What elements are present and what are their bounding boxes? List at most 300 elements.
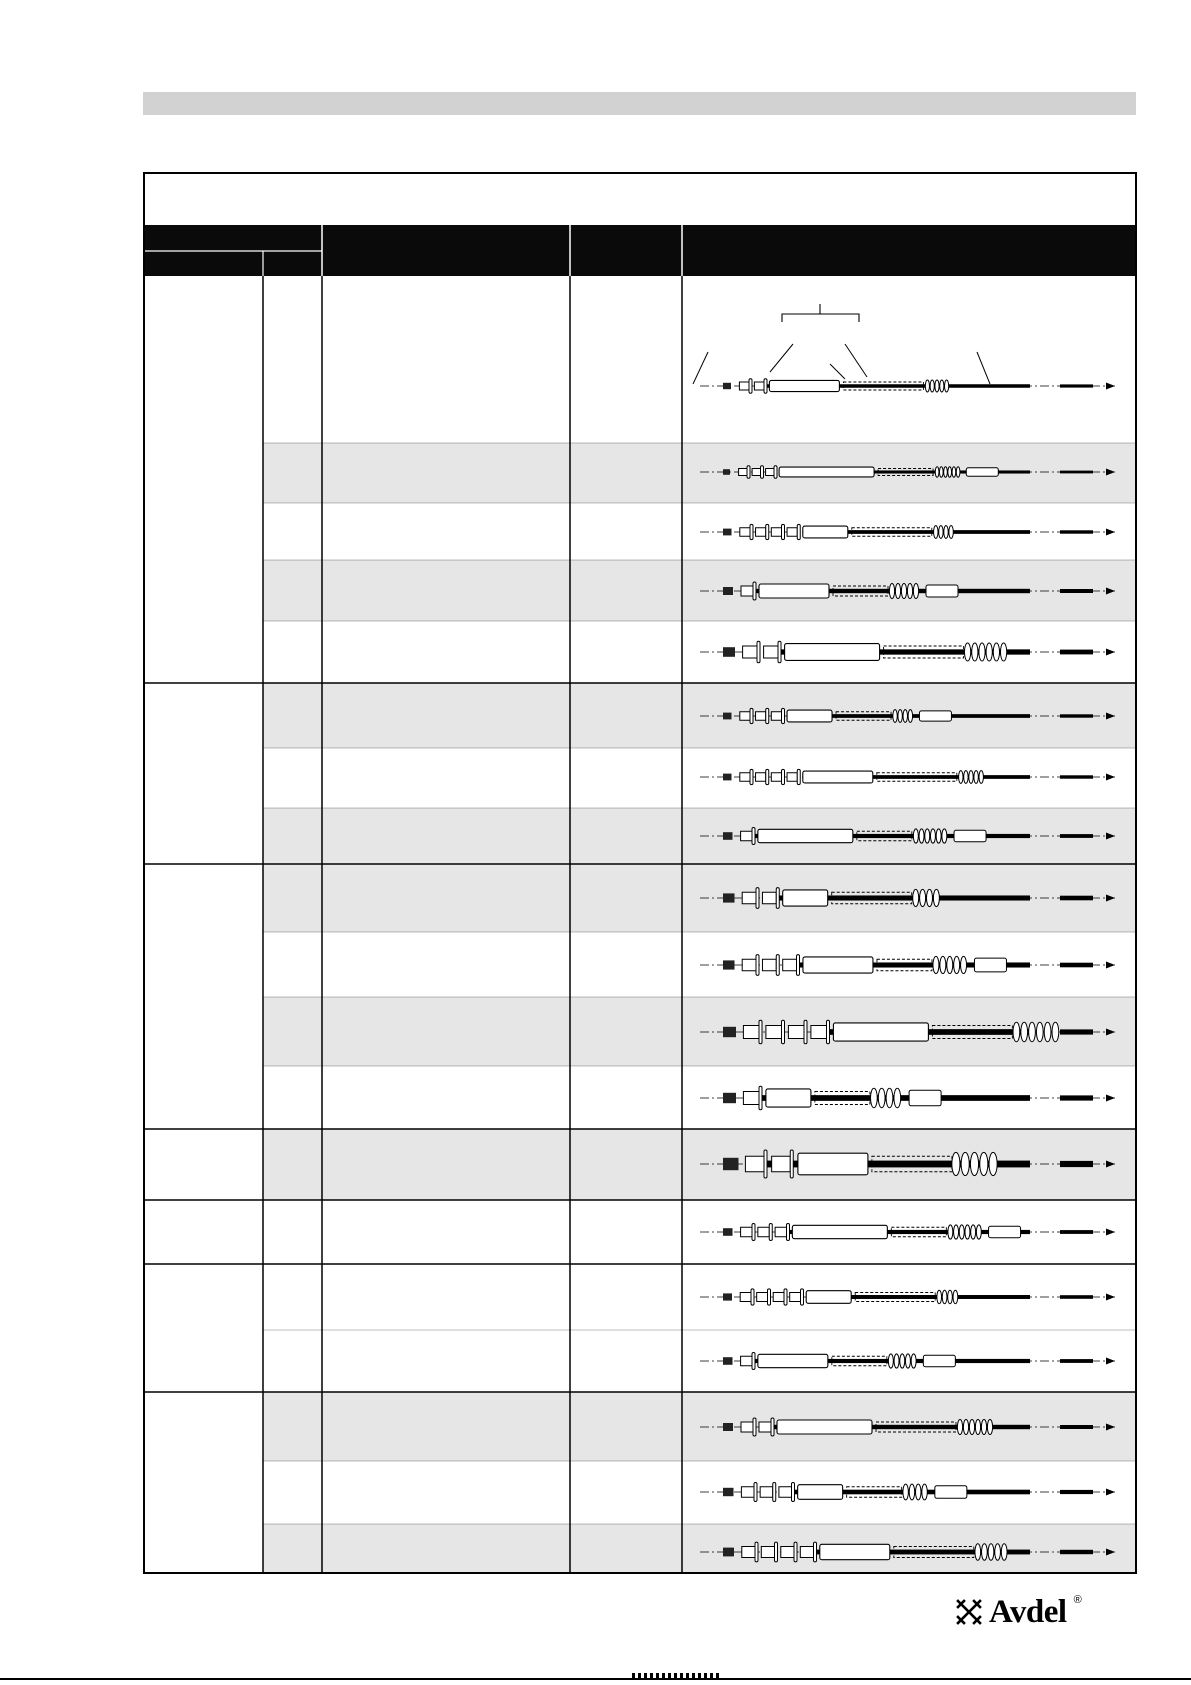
sleeve-segment xyxy=(790,1293,801,1302)
rivet-drawing xyxy=(700,641,1115,663)
flange xyxy=(768,1289,771,1305)
coil-loop xyxy=(979,643,985,661)
nose-tip xyxy=(723,587,733,595)
flange xyxy=(782,1020,785,1043)
flange xyxy=(752,827,755,844)
rivet-drawing xyxy=(700,1086,1115,1109)
rivet-body xyxy=(833,1023,928,1041)
coil-loop xyxy=(905,1354,910,1368)
flange xyxy=(797,955,800,976)
coil-loop xyxy=(925,380,929,392)
coil-loop xyxy=(957,1420,962,1435)
coil-loop xyxy=(898,710,902,723)
coil-loop xyxy=(954,1225,959,1239)
sleeve-segment xyxy=(741,831,752,841)
sleeve-segment xyxy=(787,773,797,782)
coil-loop xyxy=(889,584,894,599)
coil-loop xyxy=(935,380,939,392)
rivet-body xyxy=(779,467,874,477)
flange xyxy=(752,1352,755,1369)
coil-loop xyxy=(878,1088,885,1108)
sleeve-segment xyxy=(764,646,778,658)
leader-line xyxy=(693,352,708,384)
coil-loop xyxy=(1044,1022,1051,1042)
mandrel-tail xyxy=(1060,963,1093,968)
nose-tip xyxy=(723,1488,734,1496)
coil-loop xyxy=(922,1484,927,1500)
flange xyxy=(827,1020,830,1043)
coil-loop xyxy=(936,829,941,843)
coil-loop xyxy=(1001,1544,1007,1561)
coil-spring xyxy=(952,1152,997,1175)
coil-loop xyxy=(980,1152,988,1175)
mandrel-tail xyxy=(1060,1550,1093,1554)
nose-tip xyxy=(723,1158,739,1170)
sleeve-segment xyxy=(740,1293,751,1302)
sleeve-segment xyxy=(740,773,750,782)
sleeve-segment xyxy=(754,382,764,390)
coil-loop xyxy=(981,1420,986,1435)
nose-tip xyxy=(723,1548,734,1557)
sleeve-segment xyxy=(741,1422,753,1432)
flange xyxy=(753,582,756,600)
tail-collar xyxy=(923,1355,955,1366)
flange xyxy=(750,524,753,539)
sleeve-segment xyxy=(740,712,750,721)
mandrel-tail xyxy=(1060,530,1093,533)
mandrel-tail xyxy=(1060,650,1093,655)
coil-loop xyxy=(969,771,973,784)
coil-loop xyxy=(944,467,948,478)
coil-loop xyxy=(964,643,970,661)
sleeve-segment xyxy=(743,1092,759,1105)
coil-loop xyxy=(945,380,949,392)
sleeve-segment xyxy=(762,892,776,904)
coil-loop xyxy=(935,467,939,478)
coil-loop xyxy=(916,1484,921,1500)
coil-loop xyxy=(871,1088,878,1108)
coil-loop xyxy=(940,956,946,973)
flange xyxy=(797,769,800,784)
flange xyxy=(804,1020,807,1043)
coil-spring xyxy=(964,643,1006,661)
sleeve-segment xyxy=(739,469,747,476)
sleeve-segment xyxy=(741,1487,754,1498)
bracket-callout xyxy=(782,314,859,322)
coil-loop xyxy=(1036,1022,1043,1042)
coil-loop xyxy=(982,1544,988,1561)
rivet-body xyxy=(785,644,880,661)
sleeve-segment xyxy=(783,959,797,971)
rivet-body xyxy=(787,710,832,722)
flange xyxy=(794,1542,797,1562)
nose-tip xyxy=(723,1293,732,1300)
rivet-body xyxy=(783,890,828,906)
sleeve-segment xyxy=(775,1227,786,1237)
mandrel-tail xyxy=(1060,384,1093,387)
mandrel-tail xyxy=(1060,1095,1093,1100)
coil-loop xyxy=(894,1088,901,1108)
coil-loop xyxy=(1013,1022,1020,1042)
coil-loop xyxy=(961,1152,969,1175)
rivet-body xyxy=(769,380,839,391)
flange xyxy=(775,1542,778,1562)
direction-arrow xyxy=(1106,1294,1115,1301)
nose-tip xyxy=(723,1423,733,1431)
nose-tip xyxy=(723,1093,736,1103)
coil-loop xyxy=(942,829,947,843)
flange xyxy=(771,1418,774,1436)
coil-loop xyxy=(963,1420,968,1435)
coil-spring xyxy=(933,956,967,973)
coil-loop xyxy=(1000,643,1006,661)
flange xyxy=(773,1483,776,1502)
rivet-body xyxy=(758,1354,828,1367)
coil-loop xyxy=(988,1544,994,1561)
coil-loop xyxy=(933,889,939,906)
rivet-body xyxy=(777,1420,872,1434)
coil-loop xyxy=(919,829,924,843)
sleeve-segment xyxy=(742,1547,755,1558)
coil-loop xyxy=(934,526,938,539)
rivet-body xyxy=(766,1089,811,1107)
flange xyxy=(784,1289,787,1305)
rivet-drawing xyxy=(700,1352,1115,1369)
sleeve-segment xyxy=(741,1227,752,1237)
coil-loop xyxy=(956,467,960,478)
coil-loop xyxy=(970,1152,978,1175)
rivet-body xyxy=(803,771,873,783)
coil-spring xyxy=(948,1225,981,1239)
section-header-band xyxy=(143,92,1136,115)
coil-loop xyxy=(939,526,943,539)
coil-loop xyxy=(971,1225,976,1239)
coil-loop xyxy=(961,956,967,973)
sleeve-segment xyxy=(759,1422,771,1432)
first-drawing-callouts xyxy=(693,304,990,384)
mandrel-tail xyxy=(1060,775,1093,778)
table-drawing xyxy=(145,174,1137,1574)
mandrel-tail xyxy=(1060,471,1093,474)
sleeve-segment xyxy=(781,1547,794,1558)
flange xyxy=(776,955,779,976)
rivet-drawing xyxy=(700,379,1115,393)
flange xyxy=(756,955,759,976)
nose-tip xyxy=(723,647,735,657)
part-drawings xyxy=(700,379,1115,1562)
direction-arrow xyxy=(1106,529,1115,536)
nose-tip xyxy=(723,960,735,969)
direction-arrow xyxy=(1106,383,1115,390)
coil-loop xyxy=(987,1420,992,1435)
rivet-body xyxy=(806,1291,851,1304)
rivet-drawing xyxy=(700,1289,1115,1305)
flange xyxy=(749,379,752,393)
nose-tip xyxy=(723,713,732,720)
coil-loop xyxy=(903,1484,908,1500)
coil-loop xyxy=(927,889,933,906)
sleeve-segment xyxy=(757,1293,768,1302)
coil-spring xyxy=(975,1544,1007,1561)
tail-collar xyxy=(909,1090,941,1106)
rivet-body xyxy=(798,1153,868,1175)
flange xyxy=(759,1086,762,1109)
sleeve-segment xyxy=(739,382,749,390)
sleeve-segment xyxy=(758,1227,769,1237)
coil-loop xyxy=(937,1290,942,1304)
flange xyxy=(757,641,760,663)
nose-tip xyxy=(723,1357,733,1365)
coil-loop xyxy=(930,380,934,392)
tail-collar xyxy=(974,958,1006,972)
coil-loop xyxy=(952,1152,960,1175)
coil-loop xyxy=(964,771,968,784)
coil-loop xyxy=(952,467,956,478)
flange xyxy=(747,466,750,479)
coil-loop xyxy=(965,1225,970,1239)
tail-collar xyxy=(989,1226,1021,1237)
flange xyxy=(753,1418,756,1436)
mandrel-tail xyxy=(1060,589,1093,593)
rivet-drawing xyxy=(700,1223,1115,1240)
flange xyxy=(797,524,800,539)
sleeve-segment xyxy=(787,528,797,537)
coil-loop xyxy=(907,584,912,599)
sleeve-segment xyxy=(756,528,766,537)
nose-tip xyxy=(723,383,731,389)
coil-loop xyxy=(975,1420,980,1435)
coil-loop xyxy=(1029,1022,1036,1042)
registered-mark: ® xyxy=(1073,1594,1082,1606)
sleeve-segment xyxy=(756,712,766,721)
flange xyxy=(754,1483,757,1502)
coil-loop xyxy=(989,1152,997,1175)
flange xyxy=(814,1542,817,1562)
flange xyxy=(759,1020,762,1043)
sleeve-segment xyxy=(740,528,750,537)
coil-spring xyxy=(889,584,918,599)
rivet-body xyxy=(803,957,873,973)
rivet-body xyxy=(803,526,848,538)
flange xyxy=(792,1483,795,1502)
coil-loop xyxy=(888,1354,893,1368)
nose-tip xyxy=(723,774,732,781)
direction-arrow xyxy=(1106,1095,1115,1102)
sleeve-segment xyxy=(741,1356,752,1366)
flange xyxy=(769,1223,772,1240)
flange xyxy=(782,769,785,784)
coil-loop xyxy=(886,1088,893,1108)
flange xyxy=(782,708,785,723)
rivet-body xyxy=(758,829,853,842)
coil-loop xyxy=(974,771,978,784)
coil-loop xyxy=(986,643,992,661)
page-bottom-rule xyxy=(0,1678,1191,1680)
mandrel-tail xyxy=(1060,1295,1093,1299)
sleeve-segment xyxy=(742,959,756,971)
coil-loop xyxy=(900,1354,905,1368)
tail-collar xyxy=(935,1486,967,1499)
flange xyxy=(766,769,769,784)
coil-loop xyxy=(895,584,900,599)
coil-loop xyxy=(979,771,983,784)
coil-loop xyxy=(925,829,930,843)
coil-loop xyxy=(944,526,948,539)
sleeve-segment xyxy=(771,773,781,782)
tail-collar xyxy=(954,830,986,841)
direction-arrow xyxy=(1106,1229,1115,1236)
coil-loop xyxy=(1052,1022,1059,1042)
brand-name: Avdel xyxy=(989,1593,1067,1630)
flange xyxy=(761,466,764,479)
sleeve-segment xyxy=(743,646,757,658)
sleeve-segment xyxy=(741,586,753,596)
sleeve-segment xyxy=(788,1026,804,1039)
flange xyxy=(750,708,753,723)
coil-loop xyxy=(920,889,926,906)
sleeve-segment xyxy=(800,1547,813,1558)
sleeve-segment xyxy=(743,1026,759,1039)
sleeve-segment xyxy=(760,1487,773,1498)
coil-loop xyxy=(972,643,978,661)
coil-loop xyxy=(947,956,953,973)
mandrel-tail xyxy=(1060,834,1093,838)
coil-loop xyxy=(949,526,953,539)
leader-line xyxy=(977,352,990,384)
coil-spring xyxy=(903,1484,927,1500)
coil-spring xyxy=(888,1354,916,1368)
direction-arrow xyxy=(1106,962,1115,969)
coil-loop xyxy=(933,956,939,973)
nose-tip xyxy=(723,469,730,475)
rivet-body xyxy=(792,1225,887,1238)
sleeve-segment xyxy=(752,469,760,476)
rivet-specification-table xyxy=(143,172,1137,1574)
coil-loop xyxy=(954,956,960,973)
direction-arrow xyxy=(1106,774,1115,781)
coil-loop xyxy=(976,1225,981,1239)
flange xyxy=(752,1223,755,1240)
coil-loop xyxy=(953,1290,958,1304)
coil-loop xyxy=(911,1354,916,1368)
sleeve-segment xyxy=(742,892,756,904)
mandrel-tail xyxy=(1060,1425,1093,1429)
direction-arrow xyxy=(1106,1489,1115,1496)
sleeve-segment xyxy=(766,469,774,476)
coil-loop xyxy=(903,710,907,723)
sleeve-segment xyxy=(772,1156,791,1172)
avdel-x-logo-icon xyxy=(956,1599,982,1625)
flange xyxy=(756,888,759,909)
sleeve-segment xyxy=(761,1547,774,1558)
coil-loop xyxy=(993,643,999,661)
coil-loop xyxy=(942,1290,947,1304)
rivet-body xyxy=(759,584,829,598)
direction-arrow xyxy=(1106,649,1115,656)
coil-loop xyxy=(894,1354,899,1368)
tail-collar xyxy=(966,468,998,476)
sleeve-segment xyxy=(771,528,781,537)
sleeve-segment xyxy=(756,773,766,782)
coil-loop xyxy=(948,467,952,478)
coil-loop xyxy=(909,1484,914,1500)
mandrel-tail xyxy=(1060,896,1093,901)
tail-collar xyxy=(926,585,958,597)
sleeve-segment xyxy=(771,712,781,721)
sleeve-segment xyxy=(811,1026,827,1039)
flange xyxy=(750,769,753,784)
flange xyxy=(782,524,785,539)
mandrel-tail xyxy=(1060,1029,1093,1034)
coil-loop xyxy=(901,584,906,599)
sleeve-segment xyxy=(762,959,776,971)
tail-collar xyxy=(919,711,951,721)
coil-loop xyxy=(995,1544,1001,1561)
flange xyxy=(774,466,777,479)
flange xyxy=(755,1542,758,1562)
coil-loop xyxy=(948,1225,953,1239)
rivet-drawing xyxy=(700,524,1115,539)
coil-loop xyxy=(975,1544,981,1561)
flange xyxy=(764,379,767,393)
flange xyxy=(776,888,779,909)
direction-arrow xyxy=(1106,1358,1115,1365)
mandrel-tail xyxy=(1060,1161,1093,1167)
coil-loop xyxy=(913,889,919,906)
coil-loop xyxy=(940,380,944,392)
flange xyxy=(751,1289,754,1305)
flange xyxy=(801,1289,804,1305)
mandrel-tail xyxy=(1060,714,1093,717)
flange xyxy=(787,1223,790,1240)
flange xyxy=(778,641,781,663)
sleeve-segment xyxy=(745,1156,764,1172)
rivet-body xyxy=(820,1544,890,1559)
coil-loop xyxy=(939,467,943,478)
rivet-body xyxy=(798,1485,843,1500)
coil-loop xyxy=(913,829,918,843)
coil-loop xyxy=(908,710,912,723)
leader-line xyxy=(770,344,793,372)
sleeve-segment xyxy=(766,1026,782,1039)
coil-loop xyxy=(959,771,963,784)
rivet-drawing xyxy=(700,769,1115,784)
flange xyxy=(766,524,769,539)
leader-line xyxy=(845,344,867,377)
flange xyxy=(766,708,769,723)
coil-loop xyxy=(948,1290,953,1304)
rivet-drawing xyxy=(700,1483,1115,1502)
coil-loop xyxy=(913,584,918,599)
coil-loop xyxy=(1021,1022,1028,1042)
avdel-logo xyxy=(956,1592,1082,1632)
coil-loop xyxy=(959,1225,964,1239)
flange xyxy=(764,1150,767,1178)
coil-loop xyxy=(893,710,897,723)
coil-spring xyxy=(925,380,948,392)
flange xyxy=(790,1150,793,1178)
coil-loop xyxy=(969,1420,974,1435)
coil-loop xyxy=(930,829,935,843)
mandrel-tail xyxy=(1060,1230,1093,1234)
nose-tip xyxy=(723,832,733,840)
coil-spring xyxy=(959,771,984,784)
sleeve-segment xyxy=(773,1293,784,1302)
mandrel-tail xyxy=(1060,1359,1093,1363)
nose-tip xyxy=(723,1027,736,1037)
coil-spring xyxy=(937,1290,958,1304)
nose-tip xyxy=(723,1228,733,1236)
